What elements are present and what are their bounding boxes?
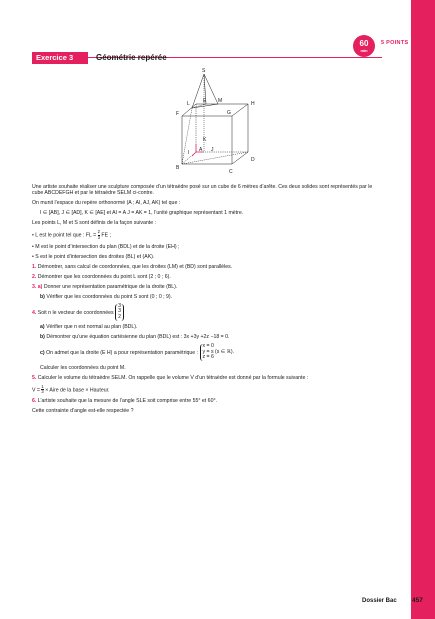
label-S: S (202, 68, 206, 74)
question-1: 1. Démontrer, sans calcul de coordonnées, que les droites (LM) et (BD) sont parallèles. (32, 263, 233, 270)
question-6-end: Cette contrainte d’angle est-elle respectée ? (32, 407, 134, 414)
question-6: 6. L’artiste souhaite que la mesure de l’angle SLE soit comprise entre 55° et 60°. (32, 397, 217, 404)
question-4a: a) Vérifier que n est normal au plan (BDL). (40, 324, 138, 331)
label-D: D (251, 157, 255, 163)
bullet-L-end: FE ; (101, 232, 111, 239)
question-4c-end: Calculer les coordonnées du point M. (40, 364, 126, 371)
question-3b: b) Vérifier que les coordonnées du point S sont (0 ; 0 ; 9). (40, 293, 173, 300)
exercise-title: Géométrie repérée (96, 53, 167, 62)
bullet-L (32, 230, 384, 240)
intro-paragraph: Une artiste souhaite réaliser une sculpture composée d’un tétraèdre posé sur un cube de 6 mètres d’arête. Ces deux solides sont représentés par le cube ABCDEFGH et par le tétraèdre SELM ci-contre. (32, 184, 373, 197)
question-4b: b) Démontrer qu’une équation cartésienne du plan (BDL) est : 3x +3y +2z −18 = 0. (40, 334, 230, 341)
fraction-two-thirds: $\frac{2}{3}$ (97, 229, 100, 240)
bullet-S: • S est le point d’intersection des droites (BL) et (AK). (32, 253, 155, 260)
page-number: 457 (412, 597, 423, 604)
question-4: 4. Soit n le vecteur de coordonnées 3 3 2 (32, 304, 384, 321)
bullet-L-start: • L est le point tel que : FL = (32, 232, 97, 239)
points-definition: Les points L, M et S sont définis de la façon suivante : (32, 220, 156, 227)
question-3a: 3. a) Donner une représentation paramétrique de la droite (BL). (32, 283, 178, 290)
question-5: 5. Calculer le volume du tétraèdre SELM. On rappelle que le volume V d’un tétraèdre est donné par la formule suivante : (32, 374, 309, 381)
label-F: F (176, 111, 180, 117)
fraction-one-third: $\frac{1}{3}$ (41, 383, 44, 394)
points-label: 5 POINTS (381, 40, 409, 46)
label-L: L (187, 101, 190, 107)
exercise-body (32, 184, 384, 418)
label-G: G (227, 110, 231, 116)
cube-tetrahedron-figure (172, 68, 264, 182)
frame-definition: On munit l’espace du repère orthonormé (A ; AI, AJ, AK) tel que : (32, 200, 181, 207)
bullet-M: • M est le point d’intersection du plan (BDL) et de la droite (EH) ; (32, 243, 180, 250)
label-K: K (203, 137, 207, 143)
label-E: E (203, 98, 207, 104)
page-edge-bar (411, 0, 435, 619)
label-B: B (176, 165, 180, 171)
vector-n: 3 3 2 (115, 304, 124, 321)
exercise-label: Exercice 3 (32, 52, 88, 64)
question-4c: c) On admet que la droite (E H) a pour représentation paramétrique : x = 0 y = s (s ∈ ℝ). z = 6 (40, 343, 235, 361)
label-J: J (211, 147, 214, 153)
duration-unit: min (360, 48, 368, 53)
duration-badge (353, 35, 375, 57)
frame-conditions: I ∈ [AB], J ∈ [AD], K ∈ [AE] et AI = A J = AK = 1, l’unité graphique représentant 1 mètre. (40, 210, 244, 217)
label-A: A (199, 147, 203, 153)
parametric-system: x = 0 y = s (s ∈ ℝ). z = 6 (200, 344, 235, 361)
label-H: H (251, 101, 255, 107)
question-2: 2. Démontrer que les coordonnées du point L sont (2 ; 0 ; 6). (32, 273, 171, 280)
label-I: I (188, 150, 190, 156)
label-M: M (218, 98, 223, 104)
label-C: C (229, 169, 233, 175)
volume-formula: $V = \frac{1}{3}$ × Aire de la base × Hauteur. (32, 383, 110, 394)
duration-value: 60 (359, 39, 369, 48)
footer-section: Dossier Bac (362, 598, 397, 604)
